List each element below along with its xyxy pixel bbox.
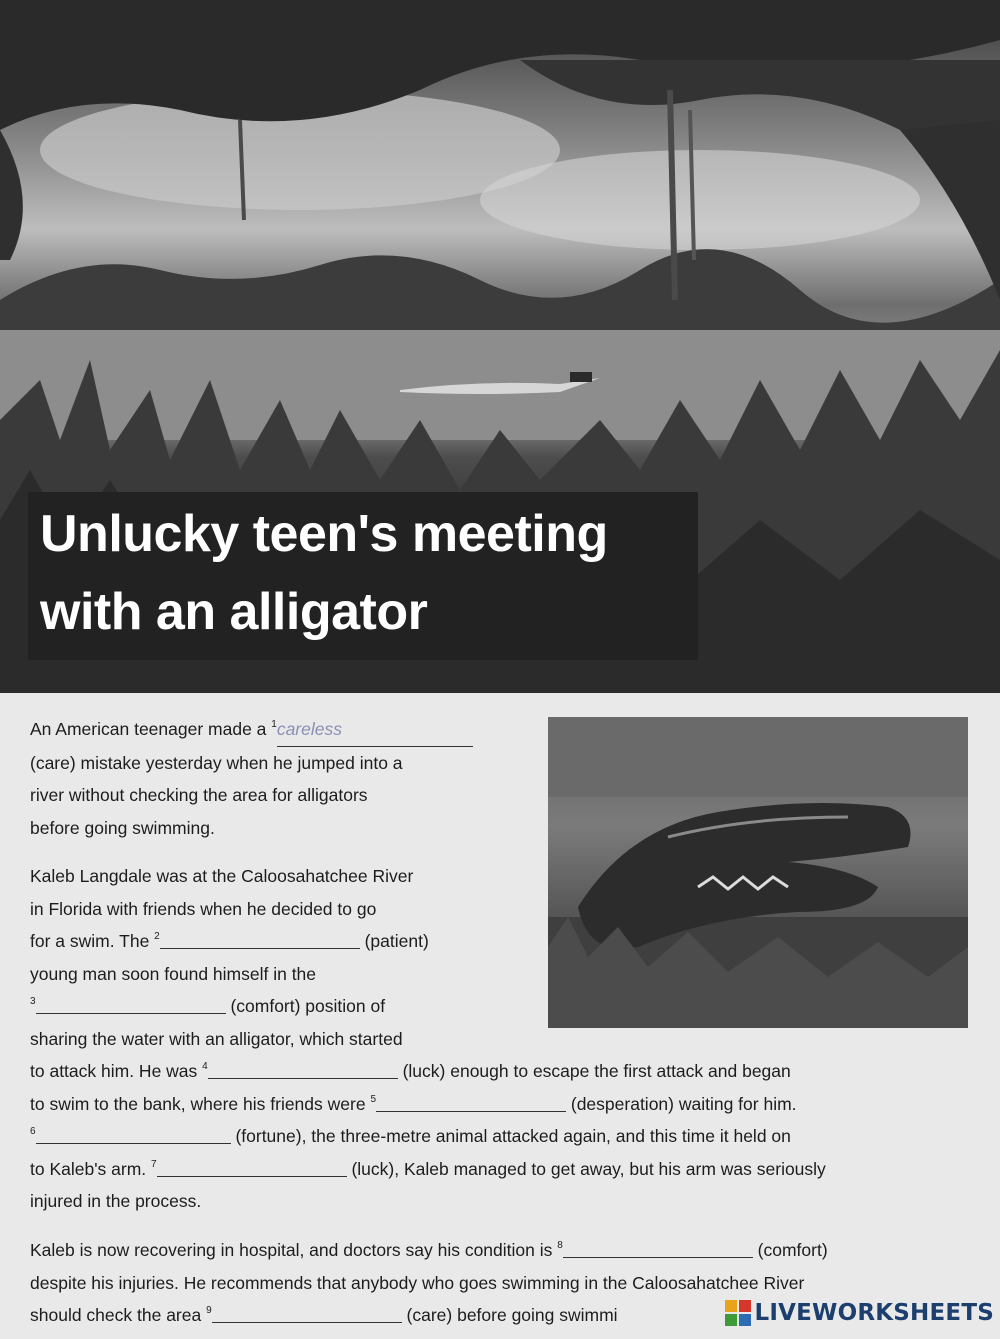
- p2-line-7-text: to attack him. He was: [30, 1061, 203, 1081]
- paragraph-1: [30, 713, 530, 844]
- answer-9-field[interactable]: [212, 1302, 402, 1323]
- answer-8-field[interactable]: [563, 1237, 753, 1258]
- answer-2-field[interactable]: [160, 928, 360, 949]
- paragraph-2-continued: [30, 1055, 970, 1218]
- alligator-illustration: [548, 717, 968, 1028]
- hint-7: (luck), Kaleb managed to get away, but his arm was seriously: [351, 1158, 826, 1179]
- p2-line-4: young man soon found himself in the: [30, 963, 317, 984]
- paragraph-2: [30, 860, 530, 1055]
- answer-7-field[interactable]: [157, 1156, 347, 1177]
- p1-line-3: river without checking the area for alligators: [30, 785, 368, 805]
- gap-number-5: 5: [370, 1093, 376, 1105]
- gap-number-9: 9: [206, 1305, 212, 1316]
- answer-1-field[interactable]: careless: [277, 713, 473, 747]
- hint-6: (fortune), the three-metre animal attacked again, and this time it held on: [235, 1126, 791, 1146]
- gap-number-8: 8: [557, 1240, 563, 1251]
- p1-line-2: (care) mistake yesterday when he jumped into a: [30, 752, 403, 773]
- p1-line-4: before going swimming.: [30, 817, 215, 838]
- answer-5-field[interactable]: [376, 1091, 566, 1112]
- p3-line-2: despite his injuries. He recommends that anybody who goes swimming in the Caloosahatchee River: [30, 1272, 805, 1293]
- p2-line-10-text: to Kaleb's arm.: [30, 1158, 152, 1179]
- hint-3: (comfort) position of: [230, 996, 386, 1016]
- p2-line-8-text: to swim to the bank, where his friends were: [30, 1093, 371, 1114]
- liveworksheets-logo-icon: [725, 1300, 751, 1326]
- gap-number-2: 2: [154, 931, 160, 942]
- gap-number-6: 6: [30, 1126, 36, 1137]
- p2-line-2: in Florida with friends when he decided to go: [30, 898, 377, 919]
- hint-2: (patient): [364, 931, 429, 951]
- gap-number-7: 7: [151, 1158, 157, 1170]
- p1-text: An American teenager made a: [30, 719, 272, 739]
- hint-5: (desperation) waiting for him.: [570, 1093, 797, 1114]
- headline-line-2: with an alligator: [40, 583, 428, 641]
- p2-line-1: Kaleb Langdale was at the Caloosahatchee River: [30, 866, 414, 886]
- headline-box: [28, 492, 698, 660]
- answer-3-field[interactable]: [36, 993, 226, 1014]
- liveworksheets-watermark: [723, 1297, 994, 1329]
- answer-4-field[interactable]: [208, 1058, 398, 1079]
- answer-6-field[interactable]: [36, 1123, 231, 1144]
- hint-8: (comfort): [757, 1240, 828, 1260]
- p2-line-11: injured in the process.: [30, 1191, 202, 1211]
- alligator-photo: [548, 717, 968, 1028]
- p3-line-1-text: Kaleb is now recovering in hospital, and doctors say his condition is: [30, 1240, 558, 1260]
- hint-4: (luck) enough to escape the first attack and began: [402, 1061, 791, 1081]
- headline-line-1: Unlucky teen's meeting: [40, 505, 608, 563]
- hint-9: (care) before going swimmi: [406, 1305, 618, 1325]
- p2-line-6: sharing the water with an alligator, which started: [30, 1028, 403, 1049]
- p2-line-3-text: for a swim. The: [30, 931, 155, 951]
- p3-line-3-text: should check the area: [30, 1305, 207, 1325]
- gap-number-4: 4: [202, 1061, 208, 1072]
- watermark-text: LIVEWORKSHEETS: [754, 1300, 994, 1326]
- gap-number-1: 1: [271, 719, 277, 730]
- gap-number-3: 3: [30, 996, 36, 1007]
